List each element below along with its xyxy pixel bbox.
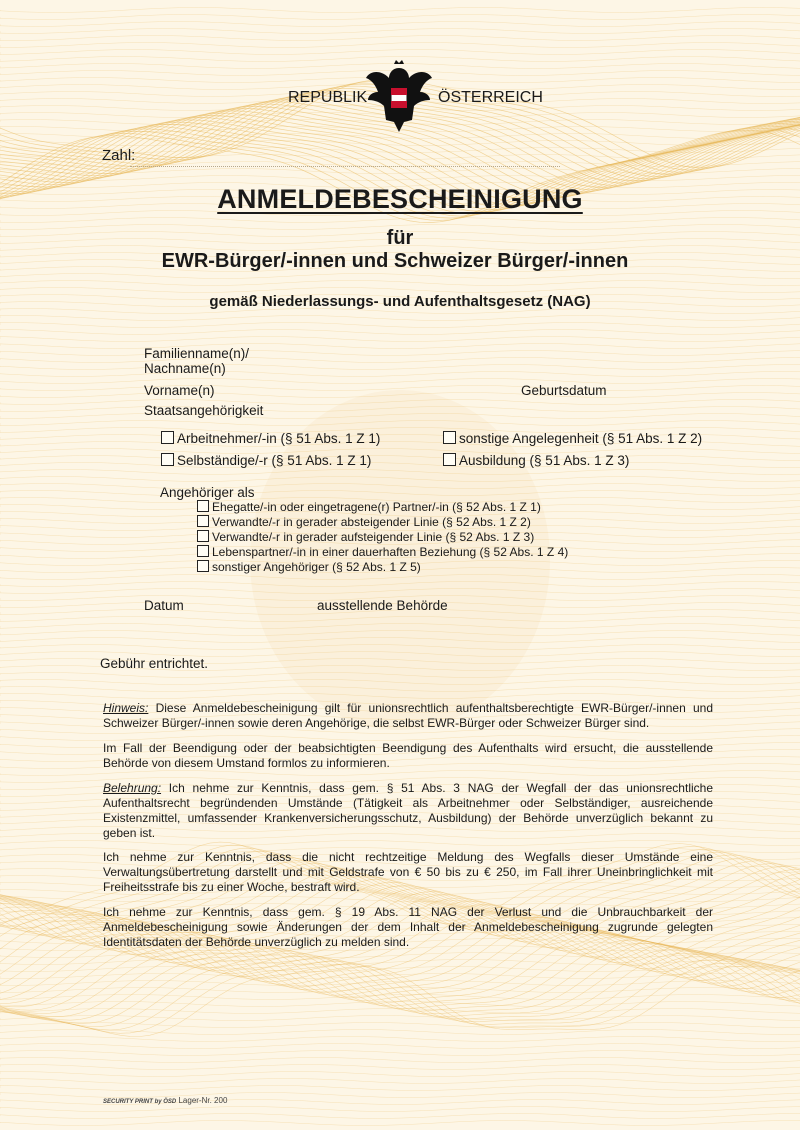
guilloche-line bbox=[0, 841, 800, 846]
hinweis-text: Diese Anmeldebescheinigung gilt für unionsrechtlich aufenthaltsberechtigte EWR-Bürger/-innen und Schweizer Bürger/-innen sowie deren Angehörige, die selbst EWR-Bürger oder Schweizer Bürger sind. bbox=[103, 701, 713, 730]
guilloche-line bbox=[0, 8, 800, 13]
guilloche-line bbox=[0, 22, 800, 27]
dependent-label: Verwandte/-r in gerader aufsteigender Linie (§ 52 Abs. 1 Z 3) bbox=[212, 530, 535, 544]
guilloche-line bbox=[0, 358, 800, 363]
zahl-line bbox=[130, 166, 560, 167]
guilloche-line bbox=[0, 736, 800, 741]
checkbox[interactable] bbox=[443, 431, 456, 444]
checkbox[interactable] bbox=[161, 431, 174, 444]
guilloche-line bbox=[0, 288, 800, 293]
checkbox[interactable] bbox=[197, 515, 209, 527]
category-ausbildung[interactable] bbox=[443, 453, 629, 468]
guilloche-line bbox=[0, 1023, 800, 1028]
guilloche-line bbox=[0, 344, 800, 349]
geburtsdatum-label: Geburtsdatum bbox=[521, 383, 607, 398]
guilloche-line bbox=[0, 43, 800, 48]
guilloche-line bbox=[0, 1079, 800, 1084]
guilloche-line bbox=[0, 1121, 800, 1126]
guilloche-line bbox=[0, 330, 800, 335]
gebuehr-label: Gebühr entrichtet. bbox=[100, 656, 209, 671]
dependent-label: Verwandte/-r in gerader absteigender Linie (§ 52 Abs. 1 Z 2) bbox=[212, 515, 531, 529]
checkbox[interactable] bbox=[197, 560, 209, 572]
guilloche-line bbox=[0, 1016, 800, 1021]
familienname-label-1: Familienname(n)/ bbox=[144, 346, 250, 361]
guilloche-line bbox=[0, 960, 800, 965]
guilloche-line bbox=[0, 1072, 800, 1077]
lager-number: Lager-Nr. 200 bbox=[178, 1096, 228, 1105]
title-fuer: für bbox=[386, 227, 414, 249]
guilloche-line bbox=[0, 981, 800, 986]
guilloche-line bbox=[0, 1058, 800, 1063]
datum-label: Datum bbox=[144, 598, 184, 613]
category-label: sonstige Angelegenheit (§ 51 Abs. 1 Z 2) bbox=[459, 431, 703, 446]
guilloche-line bbox=[0, 372, 800, 377]
guilloche-line bbox=[0, 1030, 800, 1035]
guilloche-line bbox=[0, 1009, 800, 1014]
belehrung-paragraph bbox=[103, 781, 713, 841]
guilloche-line bbox=[0, 337, 800, 342]
guilloche-line bbox=[0, 50, 800, 55]
category-arbeitnehmer[interactable] bbox=[161, 431, 380, 446]
guilloche-line bbox=[0, 274, 800, 279]
guilloche-line bbox=[0, 1037, 800, 1042]
law-reference: gemäß Niederlassungs- und Aufenthaltsgesetz (NAG) bbox=[209, 293, 591, 310]
guilloche-line bbox=[0, 947, 800, 1017]
hinweis-paragraph bbox=[103, 701, 713, 731]
checkbox[interactable] bbox=[197, 500, 209, 512]
belehrung-label: Belehrung: bbox=[103, 781, 162, 795]
belehrung-text: Ich nehme zur Kenntnis, dass gem. § 51 Abs. 3 NAG der Wegfall der das unionsrechtliche Aufenthaltsrecht begründenden Umstände (Tätigkeit als Arbeitnehmer oder Selbständiger, ausreichende Existenzmittel, umfassender Krankenversicherungsschutz, Ausbildung) der Behörde unverzüglich bekannt zu geben ist. bbox=[103, 781, 713, 840]
security-print-logo: SECURITY PRINT by ÖSD bbox=[103, 1099, 177, 1105]
guilloche-line bbox=[0, 1065, 800, 1070]
category-label: Ausbildung (§ 51 Abs. 1 Z 3) bbox=[459, 453, 630, 468]
familienname-label-2: Nachname(n) bbox=[144, 361, 226, 376]
guilloche-line bbox=[0, 281, 800, 286]
zahl-label: Zahl: bbox=[102, 147, 136, 164]
header-oesterreich: ÖSTERREICH bbox=[438, 89, 543, 106]
checkbox[interactable] bbox=[443, 453, 456, 466]
vorname-label: Vorname(n) bbox=[144, 383, 215, 398]
behoerde-label: ausstellende Behörde bbox=[317, 598, 448, 613]
category-sonstige[interactable] bbox=[443, 431, 702, 446]
beendigung-paragraph: Im Fall der Beendigung oder der beabsichtigten Beendigung des Aufenthalts wird ersucht, die ausstellende Behörde von diesem Umstand formlos zu informieren. bbox=[103, 741, 713, 770]
guilloche-line bbox=[0, 36, 800, 41]
staatsangehoerigkeit-label: Staatsangehörigkeit bbox=[144, 403, 264, 418]
checkbox[interactable] bbox=[197, 530, 209, 542]
checkbox[interactable] bbox=[197, 545, 209, 557]
category-label: Selbständige/-r (§ 51 Abs. 1 Z 1) bbox=[177, 453, 372, 468]
dependent-ehegatte[interactable] bbox=[197, 500, 541, 514]
guilloche-line bbox=[0, 323, 800, 328]
meldung-paragraph: Ich nehme zur Kenntnis, dass die nicht rechtzeitige Meldung des Wegfalls dieser Umstände eine Verwaltungsübertretung darstellt und mit Geldstrafe von € 50 bis zu € 250, im Fall ihrer Uneinbringlichkeit mit Freiheitsstrafe bis zu einer Woche, bestraft wird. bbox=[103, 850, 713, 894]
guilloche-line bbox=[0, 1114, 800, 1119]
guilloche-line bbox=[0, 1107, 800, 1112]
guilloche-line bbox=[0, 1044, 800, 1049]
dependent-absteigend[interactable] bbox=[197, 515, 531, 529]
guilloche-line bbox=[0, 365, 800, 370]
angehoeriger-label: Angehöriger als bbox=[160, 485, 255, 500]
category-selbstaendige[interactable] bbox=[161, 453, 371, 468]
guilloche-line bbox=[0, 379, 800, 384]
dependent-lebenspartner[interactable] bbox=[197, 545, 568, 559]
dependent-sonstiger[interactable] bbox=[197, 560, 421, 574]
header-republik: REPUBLIK bbox=[288, 89, 368, 106]
guilloche-line bbox=[0, 1086, 800, 1091]
guilloche-line bbox=[0, 1051, 800, 1056]
category-label: Arbeitnehmer/-in (§ 51 Abs. 1 Z 1) bbox=[177, 431, 381, 446]
dependent-aufsteigend[interactable] bbox=[197, 530, 534, 544]
guilloche-line bbox=[0, 386, 800, 391]
dependent-label: Lebenspartner/-in in einer dauerhaften Beziehung (§ 52 Abs. 1 Z 4) bbox=[212, 545, 569, 559]
dependent-label: Ehegatte/-in oder eingetragene(r) Partner/-in (§ 52 Abs. 1 Z 1) bbox=[212, 500, 541, 514]
guilloche-line bbox=[0, 176, 800, 181]
guilloche-line bbox=[0, 29, 800, 34]
footer bbox=[103, 1096, 227, 1105]
austrian-eagle-emblem bbox=[364, 60, 434, 135]
guilloche-line bbox=[0, 316, 800, 321]
guilloche-line bbox=[0, 351, 800, 356]
checkbox[interactable] bbox=[161, 453, 174, 466]
guilloche-line bbox=[0, 15, 800, 20]
guilloche-line bbox=[0, 995, 800, 1000]
dependent-label: sonstiger Angehöriger (§ 52 Abs. 1 Z 5) bbox=[212, 560, 421, 574]
hinweis-label: Hinweis: bbox=[103, 701, 149, 715]
document-title: ANMELDEBESCHEINIGUNG bbox=[217, 184, 583, 214]
verlust-paragraph: Ich nehme zur Kenntnis, dass gem. § 19 Abs. 11 NAG der Verlust und die Unbrauchbarkeit der Anmeldebescheinigung sowie Änderungen der dem Inhalt der Anmeldebescheinigung zugrunde gelegten Identitätsdaten der Behörde unverzüglich zu melden sind. bbox=[103, 905, 713, 949]
guilloche-line bbox=[0, 771, 800, 776]
document-subtitle: EWR-Bürger/-innen und Schweizer Bürger/-innen bbox=[161, 250, 629, 272]
guilloche-line bbox=[0, 953, 800, 1023]
